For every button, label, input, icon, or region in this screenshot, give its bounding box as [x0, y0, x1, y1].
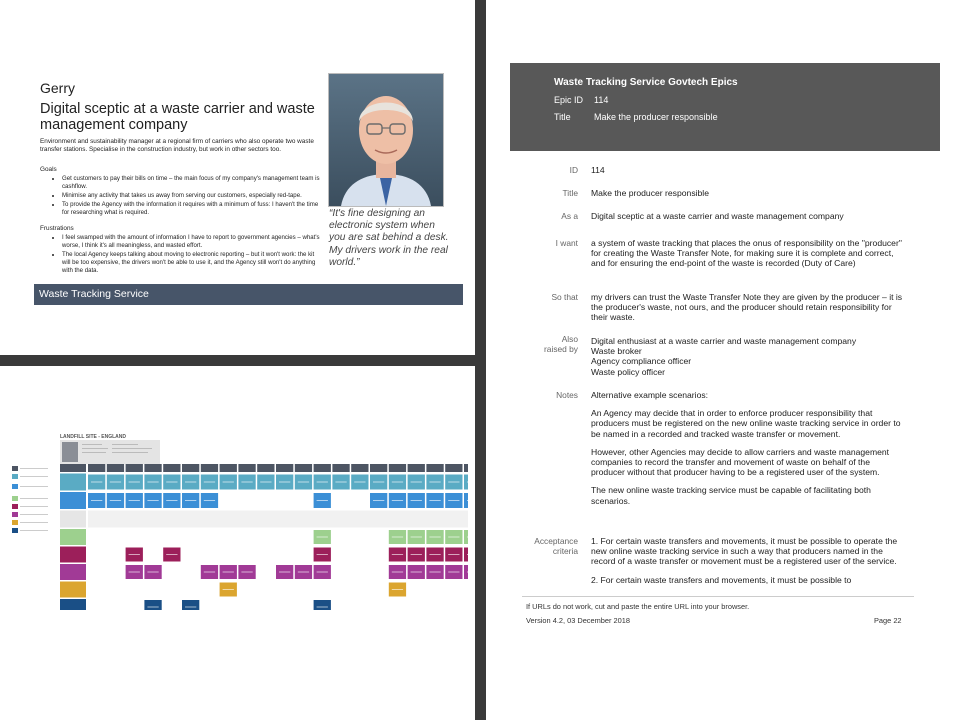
journey-row-label [60, 511, 86, 528]
persona-quote: “It's fine designing an electronic system when you are sat behind a desk. My drivers work in the real world.” [329, 208, 449, 268]
journey-cell [144, 600, 161, 610]
journey-cell-text [392, 482, 403, 483]
legend-item [12, 504, 56, 509]
persona-photo [328, 73, 444, 207]
journey-cell [408, 464, 425, 472]
card-line [82, 452, 106, 453]
journey-cell [389, 464, 406, 472]
journey-cell-text [223, 572, 234, 573]
journey-cell-text [147, 607, 158, 608]
service-banner: Waste Tracking Service [34, 284, 463, 305]
frustration-item: • The local Agency keeps talking about moving to electronic reporting – but it won't work: the kit will be too expensive, the drivers won't be able to use it, and the Agency still won't do anything with the data. [62, 251, 324, 275]
persona-name: Gerry [40, 80, 75, 96]
epic-title-value: Make the producer responsible [594, 112, 718, 122]
journey-cell-text [129, 572, 140, 573]
journey-cell-text [411, 482, 422, 483]
epic-id-label: Epic ID [554, 95, 584, 105]
journey-cell [332, 464, 349, 472]
journey-cell [314, 464, 331, 472]
frustrations-list [40, 234, 324, 276]
journey-cell-text [467, 500, 468, 501]
persona-slide [0, 0, 475, 355]
journey-row-label [60, 474, 86, 491]
journey-row-label [60, 582, 86, 598]
journey-cell-text [411, 572, 422, 573]
journey-cell-text [467, 537, 468, 538]
journey-cell [370, 464, 387, 472]
journey-cell-text [317, 482, 328, 483]
journey-cell-text [317, 537, 328, 538]
footer-version: Version 4.2, 03 December 2018 [526, 616, 630, 625]
journey-cell-text [298, 572, 309, 573]
journey-cell-text [411, 537, 422, 538]
goal-item: • Minimise any activity that takes us away from serving our customers, especially red-tape. [62, 192, 324, 200]
journey-cell-text [373, 482, 384, 483]
legend-item [12, 520, 56, 525]
journey-cell [445, 464, 462, 472]
acceptance-item: 2. For certain waste transfers and movements, it must be possible to [591, 574, 852, 585]
journey-cell [314, 600, 331, 610]
card-line [112, 444, 138, 445]
journey-cell-text [392, 589, 403, 590]
footer-divider [522, 596, 914, 597]
journey-cell [464, 464, 468, 472]
journey-cell-text [110, 500, 121, 501]
as-a-value: Digital sceptic at a waste carrier and waste management company [591, 211, 844, 221]
journey-cell-text [279, 482, 290, 483]
journey-cell-text [204, 500, 215, 501]
also-raised-label [516, 334, 578, 354]
legend-item [12, 484, 56, 489]
journey-cell [163, 464, 180, 472]
legend-item [12, 512, 56, 517]
journey-cell-text [467, 572, 468, 573]
journey-cell-text [91, 482, 102, 483]
card-line [82, 444, 102, 445]
raised-by-item: Digital enthusiast at a waste carrier and waste management company [591, 336, 857, 346]
journey-map-slide [0, 366, 475, 720]
journey-cell-text [429, 482, 440, 483]
journey-cell [182, 464, 199, 472]
card-line [112, 448, 152, 449]
journey-row-label [60, 464, 86, 472]
journey-cell-text [260, 482, 271, 483]
goal-item: • To provide the Agency with the information it requires with a minimum of fuss: I haven't the time for researching what is required. [62, 201, 324, 217]
journey-cell-text [317, 500, 328, 501]
journey-cell-text [298, 482, 309, 483]
footer-url-note: If URLs do not work, cut and paste the entire URL into your browser. [526, 602, 750, 611]
journey-persona-card [60, 440, 160, 464]
journey-cell-text [448, 537, 459, 538]
journey-cell-text [429, 572, 440, 573]
journey-cell-text [147, 482, 158, 483]
journey-cell-text [448, 554, 459, 555]
journey-cell-text [392, 500, 403, 501]
raised-by-item: Waste broker [591, 346, 642, 357]
journey-cell-text [279, 572, 290, 573]
journey-cell [182, 600, 199, 610]
note-paragraph: The new online waste tracking service must be capable of facilitating both scenarios. [591, 485, 871, 506]
epic-page [486, 0, 960, 720]
legend-item [12, 474, 56, 479]
journey-cell-text [166, 482, 177, 483]
journey-cell-text [129, 554, 140, 555]
acceptance-item: 1. For certain waste transfers and movements, it must be possible to operate the new online waste tracking service in such a way that producers named in the record of a waste transfer or movement must be a registered user of the service. [591, 536, 898, 567]
journey-cell [144, 464, 161, 472]
frustration-item: • I feel swamped with the amount of information I have to report to government agencies – what's worse, I think it's all meaningless, and wasted effort. [62, 234, 324, 250]
journey-cell-text [448, 572, 459, 573]
journey-cell-text [411, 500, 422, 501]
journey-cell-text [467, 482, 468, 483]
goal-item: • Get customers to pay their bills on time – the main focus of my company's management team is cashflow. [62, 175, 324, 191]
id-value: 114 [591, 165, 605, 175]
so-that-label: So that [551, 292, 578, 302]
journey-cell-text [185, 500, 196, 501]
journey-cell-text [129, 482, 140, 483]
title-label: Title [562, 188, 578, 198]
epic-title-label: Title [554, 112, 571, 122]
journey-row-label [60, 492, 86, 509]
journey-cell [88, 464, 105, 472]
journey-cell [238, 464, 255, 472]
journey-cell-text [448, 482, 459, 483]
notes-values [591, 390, 903, 514]
journey-cell-text [429, 554, 440, 555]
frustrations-heading: Frustrations [40, 225, 74, 232]
card-line [112, 452, 148, 453]
as-a-label: As a [561, 211, 578, 221]
i-want-value: a system of waste tracking that places the onus of responsibility on the "producer" for creating the Waste Transfer Note, for making sure it is complete and correct, and for ensuring the end-point of the waste is recorded (Duty of Care) [591, 238, 902, 269]
journey-cell [351, 464, 368, 472]
notes-label: Notes [556, 390, 578, 400]
journey-cell-text [223, 589, 234, 590]
journey-cell-text [129, 500, 140, 501]
journey-cell [295, 464, 312, 472]
journey-cell-text [241, 482, 252, 483]
journey-row-label [60, 599, 86, 610]
journey-cell-text [166, 554, 177, 555]
goals-heading: Goals [40, 166, 57, 173]
journey-cell-text [429, 537, 440, 538]
acceptance-values [591, 536, 903, 595]
journey-cell-text [204, 572, 215, 573]
legend-item [12, 528, 56, 533]
journey-cell-text [373, 500, 384, 501]
journey-cell-text [335, 482, 346, 483]
journey-cell-text [241, 572, 252, 573]
journey-cell-text [185, 482, 196, 483]
epic-id-value: 114 [594, 95, 609, 105]
acceptance-label-line: Acceptance [534, 536, 578, 546]
so-that-value: my drivers can trust the Waste Transfer Note they are given by the producer – it is the producer's waste, not ours, and the producer should retain responsibility for their waste. [591, 292, 903, 323]
legend-item [12, 496, 56, 501]
journey-cell [276, 464, 293, 472]
journey-cell-text [110, 482, 121, 483]
footer-page-number: Page 22 [874, 616, 902, 625]
title-value: Make the producer responsible [591, 188, 709, 198]
journey-cell-text [429, 500, 440, 501]
journey-map-grid [60, 464, 468, 610]
persona-title: Digital sceptic at a waste carrier and waste management company [40, 101, 315, 133]
journey-cell-text [354, 482, 365, 483]
journey-cell-text [317, 607, 328, 608]
journey-cell-text [204, 482, 215, 483]
journey-cell [426, 464, 443, 472]
journey-cell-text [91, 500, 102, 501]
journey-cell-text [467, 554, 468, 555]
journey-row-band [88, 511, 468, 528]
journey-cell-text [317, 554, 328, 555]
note-paragraph: Alternative example scenarios: [591, 390, 709, 400]
journey-cell-text [185, 607, 196, 608]
criteria-label-line: criteria [552, 546, 578, 556]
raised-by-item: Waste policy officer [591, 366, 666, 377]
goals-list [40, 175, 324, 218]
journey-title: LANDFILL SITE - ENGLAND [60, 434, 127, 440]
note-paragraph: An Agency may decide that in order to enforce producer responsibility that producers must be registered on the new online waste tracking service in order to be named in a recorded and tracked waste transfer or movement. [591, 408, 901, 439]
journey-cell [220, 464, 237, 472]
journey-cell-text [147, 572, 158, 573]
acceptance-label [516, 536, 578, 556]
also-label-line: Also [561, 334, 578, 344]
raised-by-item: Agency compliance officer [591, 356, 692, 367]
raised-by-label-line: raised by [544, 344, 578, 354]
journey-cell-text [317, 572, 328, 573]
journey-cell-text [392, 537, 403, 538]
also-raised-values [591, 336, 903, 377]
journey-cell-text [448, 500, 459, 501]
journey-cell-text [411, 554, 422, 555]
journey-cell-text [392, 554, 403, 555]
journey-persona-thumbnail [62, 442, 78, 462]
card-line [82, 448, 108, 449]
legend-item [12, 466, 56, 471]
journey-cell-text [223, 482, 234, 483]
epic-header [510, 63, 940, 151]
journey-cell [257, 464, 274, 472]
journey-cell-text [166, 500, 177, 501]
journey-row-label [60, 564, 86, 580]
epic-header-title: Waste Tracking Service Govtech Epics [554, 77, 738, 88]
journey-cell-text [147, 500, 158, 501]
id-label: ID [569, 165, 578, 175]
persona-description: Environment and sustainability manager at a regional firm of carriers who also operate two waste transfer stations. Specialise in the construction industry, but work in other sectors too. [40, 138, 314, 153]
journey-row-label [60, 547, 86, 563]
journey-cell [201, 464, 218, 472]
note-paragraph: However, other Agencies may decide to allow carriers and waste management companies to record the transfer and movement of waste on behalf of the producer without that producer having to be a registered user of the system. [591, 446, 890, 478]
journey-row-label [60, 529, 86, 545]
journey-cell-text [392, 572, 403, 573]
journey-cell [126, 464, 143, 472]
journey-cell [107, 464, 124, 472]
i-want-label: I want [555, 238, 578, 248]
